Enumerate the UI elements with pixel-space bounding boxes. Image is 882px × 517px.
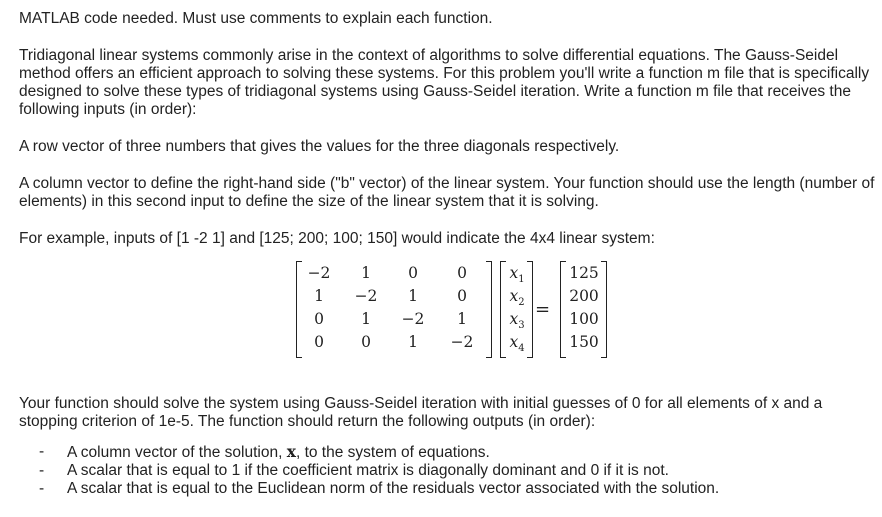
intro-paragraph: Tridiagonal linear systems commonly arise in the context of algorithms to solve differential equations. The Gauss-Seidel method offers an efficient approach to solving these systems. For this problem you'll write a function m file that is specifically designed to solve these types of tridiagonal systems using Gauss-Seidel iteration. Write a function m file that receives the following inputs (in order): xyxy=(19,47,870,118)
matrix-cell: 1 xyxy=(408,287,418,305)
solve-paragraph: Your function should solve the system using Gauss-Seidel iteration with initial guesses of 0 for all elements of x and a stopping criterion of 1e-5. The function should return the following outputs (in order): xyxy=(19,395,823,430)
matrix-cell: −2 xyxy=(450,333,474,351)
rhs-value: 200 xyxy=(569,287,599,305)
variable-x3: $x_3$ xyxy=(509,310,525,332)
matrix-cell: −2 xyxy=(307,264,331,282)
matrix-cell: −2 xyxy=(354,287,378,305)
list-item: - A scalar that is equal to the Euclidean norm of the residuals vector associated with the solution. xyxy=(39,480,720,497)
rhs-value: 100 xyxy=(569,310,599,328)
example-paragraph: For example, inputs of [1 -2 1] and [125; 200; 100; 150] would indicate the 4x4 linear system: xyxy=(19,230,655,247)
variable-x1: $x_1$ xyxy=(509,264,525,286)
matrix-cell: 0 xyxy=(314,333,324,351)
matrix-cell: −2 xyxy=(401,310,425,328)
input2-paragraph: A column vector to define the right-hand side ("b" vector) of the linear system. Your function should use the length (number of elements) in this second input to define the size of the linear system that it is solving. xyxy=(19,175,875,210)
variable-x2: $x_2$ xyxy=(509,287,525,309)
matrix-cell: 0 xyxy=(314,310,324,328)
matrix-cell: 0 xyxy=(408,264,418,282)
outputs-list xyxy=(19,443,875,498)
matrix-cell: 1 xyxy=(408,333,418,351)
header-note: MATLAB code needed. Must use comments to explain each function. xyxy=(19,10,493,27)
input1-paragraph: A row vector of three numbers that gives the values for the three diagonals respectively. xyxy=(19,138,620,155)
equals-sign: = xyxy=(535,299,551,320)
list-item: - A scalar that is equal to 1 if the coefficient matrix is diagonally dominant and 0 if it is not. xyxy=(39,462,669,479)
matrix-cell: 1 xyxy=(457,310,467,328)
rhs-value: 125 xyxy=(569,264,599,282)
matrix-cell: 0 xyxy=(457,287,467,305)
list-item: - A column vector of the solution, x, to the system of equations. xyxy=(39,442,490,461)
matrix-cell: 1 xyxy=(314,287,324,305)
rhs-value: 150 xyxy=(569,333,599,351)
variable-x4: $x_4$ xyxy=(509,333,525,355)
matrix-cell: 1 xyxy=(361,310,371,328)
matrix-right-bracket xyxy=(486,261,492,358)
bullet-dash: - xyxy=(39,480,45,497)
bullet-dash: - xyxy=(39,462,45,479)
matrix-cell: 0 xyxy=(361,333,371,351)
matrix-cell: 1 xyxy=(361,264,371,282)
linear-system-equation xyxy=(19,257,875,391)
problem-statement xyxy=(19,10,875,498)
bullet-dash: - xyxy=(39,443,45,460)
bold-x-symbol: x xyxy=(286,442,296,461)
matrix-cell: 0 xyxy=(457,264,467,282)
